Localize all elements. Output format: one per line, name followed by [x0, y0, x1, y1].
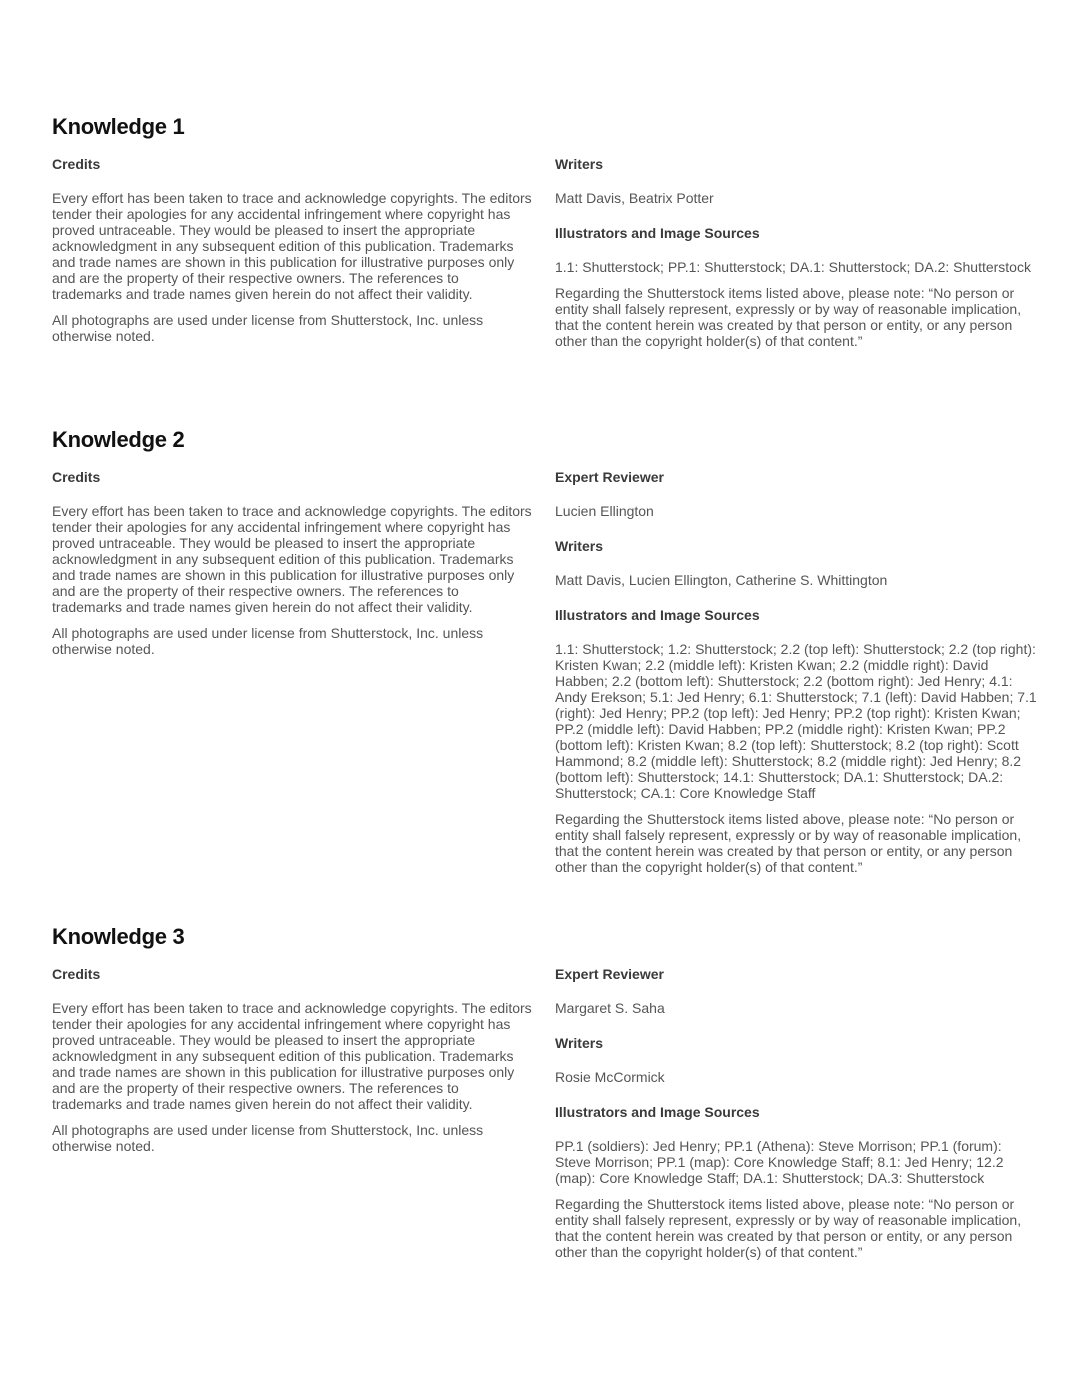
writers-value: Matt Davis, Beatrix Potter	[555, 190, 714, 206]
reviewer-label: Expert Reviewer	[555, 469, 664, 485]
credits-label: Credits	[52, 469, 101, 485]
writers-label: Writers	[555, 538, 603, 554]
shutterstock-note: Regarding the Shutterstock items listed above, please note: “No person or entity shall falsely represent, expressly or by way of reasonable implication, that the content herein was created by that person or entity, or any person other than the copyright holder(s) of that content.”	[555, 285, 1022, 349]
illustrators-label: Illustrators and Image Sources	[555, 1104, 760, 1120]
photo-note: All photographs are used under license from Shutterstock, Inc. unless otherwise noted.	[52, 1122, 484, 1154]
contributors-column	[555, 155, 1037, 359]
credits-text: Every effort has been taken to trace and acknowledge copyrights. The editors tender their apologies for any accidental infringement where copyright has proved untraceable. They would be pleased to insert the appropriate acknowledgment in any subsequent edition of this publication. Trademarks and trade names are shown in this publication for illustrative purposes only and are the property of their respective owners. The references to trademarks and trade names given herein do not affect their validity.	[52, 190, 532, 302]
credits-text: Every effort has been taken to trace and acknowledge copyrights. The editors tender their apologies for any accidental infringement where copyright has proved untraceable. They would be pleased to insert the appropriate acknowledgment in any subsequent edition of this publication. Trademarks and trade names are shown in this publication for illustrative purposes only and are the property of their respective owners. The references to trademarks and trade names given herein do not affect their validity.	[52, 503, 532, 615]
illustrators-label: Illustrators and Image Sources	[555, 225, 760, 241]
illustrators-label: Illustrators and Image Sources	[555, 607, 760, 623]
illustrators-value: 1.1: Shutterstock; 1.2: Shutterstock; 2.2 (top left): Shutterstock; 2.2 (top right): Kristen Kwan; 2.2 (middle left): Kristen Kwan; 2.2 (middle right): David Habben; 2.2 (bottom left): Shutterstock; 2.2 (bottom right): Jed Henry; 4.1: Andy Erekson; 5.1: Jed Henry; 6.1: Shutterstock; 7.1 (left): David Habben; 7.1 (right): Jed Henry; PP.2 (top left): Jed Henry; PP.2 (top right): Kristen Kwan; PP.2 (middle left): David Habben; PP.2 (middle right): Kristen Kwan; PP.2 (bottom left): Kristen Kwan; 8.2 (top left): Shutterstock; 8.2 (top right): Scott Hammond; 8.2 (middle left): Shutterstock; 8.2 (middle right): Jed Henry; 8.2 (bottom left): Shutterstock; 14.1: Shutterstock; DA.1: Shutterstock; DA.2: Shutterstock; CA.1: Core Knowledge Staff	[555, 641, 1037, 801]
writers-label: Writers	[555, 1035, 603, 1051]
reviewer-label: Expert Reviewer	[555, 966, 664, 982]
section-title: Knowledge 2	[52, 427, 185, 452]
contributors-column	[555, 468, 1037, 885]
section-knowledge-3	[52, 923, 1042, 1260]
writers-value: Rosie McCormick	[555, 1069, 665, 1085]
writers-label: Writers	[555, 156, 603, 172]
contributors-column	[555, 965, 1037, 1270]
illustrators-value: 1.1: Shutterstock; PP.1: Shutterstock; DA.1: Shutterstock; DA.2: Shutterstock	[555, 259, 1031, 275]
shutterstock-note: Regarding the Shutterstock items listed above, please note: “No person or entity shall falsely represent, expressly or by way of reasonable implication, that the content herein was created by that person or entity, or any person other than the copyright holder(s) of that content.”	[555, 1196, 1022, 1260]
credits-label: Credits	[52, 966, 101, 982]
reviewer-value: Margaret S. Saha	[555, 1000, 665, 1016]
reviewer-value: Lucien Ellington	[555, 503, 654, 519]
credits-column	[52, 155, 532, 354]
section-knowledge-2	[52, 426, 1042, 875]
credits-column	[52, 468, 532, 667]
section-knowledge-1	[52, 113, 1042, 349]
shutterstock-note: Regarding the Shutterstock items listed above, please note: “No person or entity shall falsely represent, expressly or by way of reasonable implication, that the content herein was created by that person or entity, or any person other than the copyright holder(s) of that content.”	[555, 811, 1022, 875]
credits-text: Every effort has been taken to trace and acknowledge copyrights. The editors tender their apologies for any accidental infringement where copyright has proved untraceable. They would be pleased to insert the appropriate acknowledgment in any subsequent edition of this publication. Trademarks and trade names are shown in this publication for illustrative purposes only and are the property of their respective owners. The references to trademarks and trade names given herein do not affect their validity.	[52, 1000, 532, 1112]
illustrators-value: PP.1 (soldiers): Jed Henry; PP.1 (Athena): Steve Morrison; PP.1 (forum): Steve Morrison; PP.1 (map): Core Knowledge Staff; 8.1: Jed Henry; 12.2 (map): Core Knowledge Staff; DA.1: Shutterstock; DA.3: Shutterstock	[555, 1138, 1004, 1186]
credits-column	[52, 965, 532, 1164]
section-title: Knowledge 1	[52, 114, 185, 139]
writers-value: Matt Davis, Lucien Ellington, Catherine S. Whittington	[555, 572, 888, 588]
photo-note: All photographs are used under license from Shutterstock, Inc. unless otherwise noted.	[52, 625, 484, 657]
section-title: Knowledge 3	[52, 924, 185, 949]
photo-note: All photographs are used under license from Shutterstock, Inc. unless otherwise noted.	[52, 312, 484, 344]
credits-label: Credits	[52, 156, 101, 172]
